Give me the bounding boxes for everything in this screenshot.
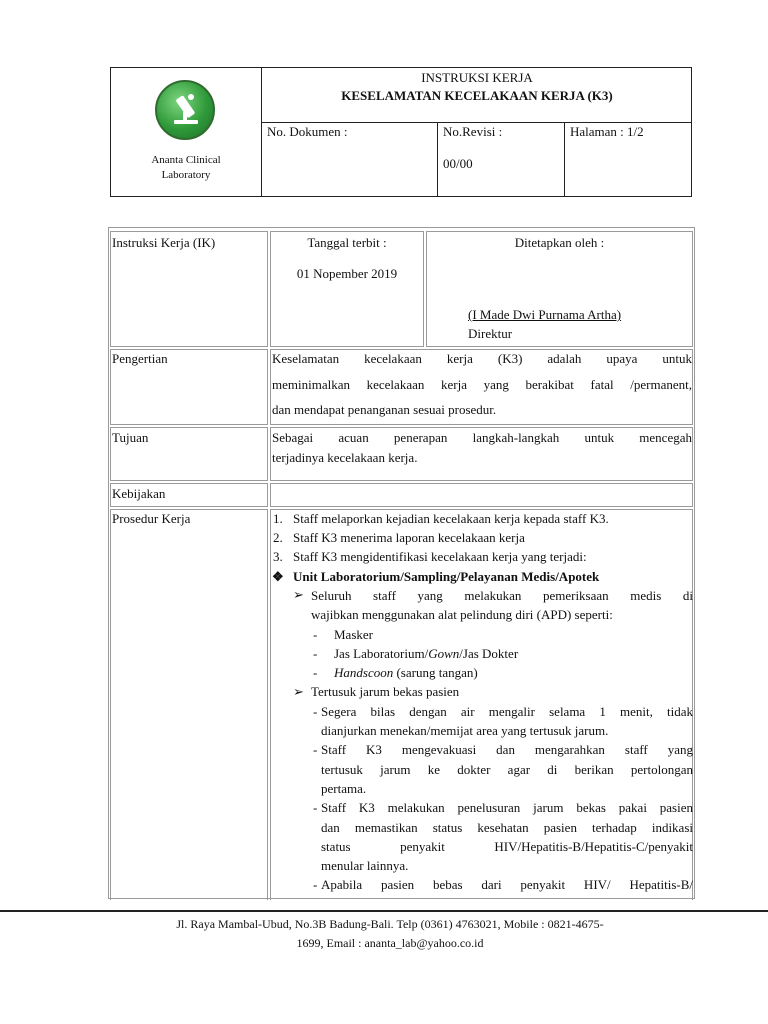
signer-title: Direktur: [468, 326, 513, 341]
halaman-label: Halaman : 1/2: [570, 124, 644, 139]
document-header: [110, 67, 692, 197]
diamond-bullet-icon: ❖: [272, 569, 284, 584]
unit-title: Unit Laboratorium/Sampling/Pelayanan Medis/Apotek: [293, 569, 600, 584]
ditetapkan-label: Ditetapkan oleh :: [514, 235, 605, 250]
sub2-title: Tertusuk jarum bekas pasien: [311, 684, 460, 699]
dash-bullet: -: [313, 627, 318, 642]
microscope-icon: [155, 80, 215, 140]
tanggal-label: Tanggal terbit :: [307, 235, 387, 250]
apd-item-handscoon: Handscoon (sarung tangan): [334, 665, 478, 680]
logo-area: [111, 68, 261, 196]
dash-bullet: -: [313, 704, 318, 719]
prosedur-label-cell: [110, 509, 268, 900]
ik-label: Instruksi Kerja (IK): [112, 235, 216, 250]
kebijakan-label: Kebijakan: [112, 486, 166, 501]
d2-line1: Staff K3 mengevakuasi dan mengarahkan staff yang: [321, 742, 693, 757]
signer-name: (I Made Dwi Purnama Artha): [468, 307, 622, 322]
footer-address-line1: Jl. Raya Mambal-Ubud, No.3B Badung-Bali. Telp (0361) 4763021, Mobile : 0821-4675-: [176, 917, 604, 931]
pengertian-line2: meminimalkan kecelakaan kerja yang berakibat fatal /permanent,: [272, 377, 692, 392]
step-text: Staff K3 menerima laporan kecelakaan kerja: [293, 530, 525, 545]
tujuan-line1: Sebagai acuan penerapan langkah-langkah untuk mencegah: [272, 430, 692, 445]
d1-line2: dianjurkan menekan/memijat area yang tertusuk jarum.: [321, 723, 609, 738]
dash-bullet: -: [313, 646, 318, 661]
d2-line2: tertusuk jarum ke dokter agar di berikan pertolongan: [321, 762, 693, 777]
step-text: Staff melaporkan kejadian kecelakaan kerja kepada staff K3.: [293, 511, 609, 526]
pengertian-line3: dan mendapat penanganan sesuai prosedur.: [272, 402, 497, 417]
pengertian-line1: Keselamatan kecelakaan kerja (K3) adalah upaya untuk: [272, 351, 692, 366]
sub1-line2: wajibkan menggunakan alat pelindung diri (APD) seperti:: [311, 607, 613, 622]
prosedur-label: Prosedur Kerja: [112, 511, 191, 526]
d4-line1: Apabila pasien bebas dari penyakit HIV/ Hepatitis-B/: [321, 877, 693, 892]
tujuan-label: Tujuan: [112, 430, 149, 445]
tujuan-line2: terjadinya kecelakaan kerja.: [272, 450, 418, 465]
tanggal-value: 01 Nopember 2019: [296, 266, 398, 281]
sub1-line1: Seluruh staff yang melakukan pemeriksaan medis di: [311, 588, 693, 603]
d3-line4: menular lainnya.: [321, 858, 409, 873]
d3-line1: Staff K3 melakukan penelusuran jarum bekas pakai pasien: [321, 800, 693, 815]
procedure-table: [108, 227, 695, 899]
pengertian-label: Pengertian: [112, 351, 168, 366]
d2-line3: pertama.: [321, 781, 367, 796]
dash-bullet: -: [313, 800, 318, 815]
step-number: 1.: [273, 511, 283, 526]
kebijakan-content-cell: [270, 483, 693, 507]
footer-divider: [0, 910, 768, 912]
no-revisi-label: No.Revisi :: [443, 124, 503, 139]
lab-name-line2: Laboratory: [161, 169, 211, 181]
apd-item-masker: Masker: [334, 627, 373, 642]
d1-line1: Segera bilas dengan air mengalir selama 1 menit, tidak: [321, 704, 693, 719]
no-dokumen-label: No. Dokumen :: [267, 124, 348, 139]
step-number: 3.: [273, 549, 283, 564]
step-number: 2.: [273, 530, 283, 545]
doc-main-title: KESELAMATAN KECELAKAAN KERJA (K3): [341, 88, 613, 103]
d3-line2: dan memastikan status kesehatan pasien terhadap indikasi: [321, 820, 693, 835]
dash-bullet: -: [313, 665, 318, 680]
apd-item-jas: Jas Laboratorium/Gown/Jas Dokter: [334, 646, 519, 661]
footer-address-line2: 1699, Email : ananta_lab@yahoo.co.id: [296, 936, 484, 950]
step-text: Staff K3 mengidentifikasi kecelakaan kerja yang terjadi:: [293, 549, 587, 564]
doc-type-title: INSTRUKSI KERJA: [421, 70, 533, 85]
d3-line3: status penyakit HIV/Hepatitis-B/Hepatitis-C/penyakit: [321, 839, 693, 854]
arrow-bullet-icon: ➢: [293, 587, 304, 602]
no-revisi-value: 00/00: [443, 156, 473, 171]
dash-bullet: -: [313, 877, 318, 892]
lab-name-line1: Ananta Clinical: [151, 154, 221, 166]
arrow-bullet-icon: ➢: [293, 684, 304, 699]
dash-bullet: -: [313, 742, 318, 757]
